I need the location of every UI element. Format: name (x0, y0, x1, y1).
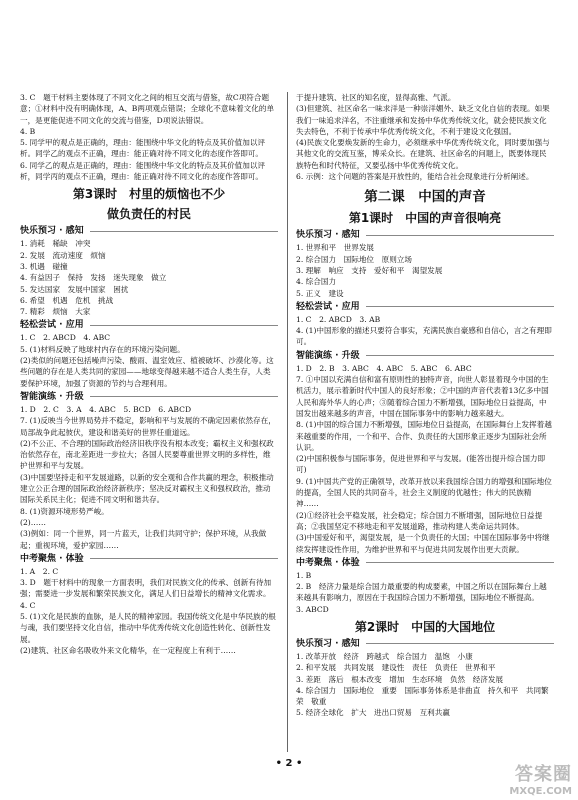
answer-item: 5. 发达国家 发展中国家 困扰 (20, 284, 129, 294)
section-heading-label: 快乐预习 · 感知 (296, 638, 360, 649)
answer-item: 3. 差距 落后 根本改变 增加 生态环境 负然 经济发展 (296, 674, 504, 684)
section-heading (296, 350, 554, 362)
left-column (20, 92, 278, 656)
section-rule (90, 396, 278, 397)
answer-item: 7. 精彩 烦恼 大家 (20, 307, 91, 317)
watermark-logo (509, 760, 572, 797)
answer-item: (3)但建筑、社区命名一味求洋是一种崇洋媚外、缺乏文化自信的表现。如果我们一味追求洋名，不注重继承和发扬中华优秀传统文化，就会使民族文化失去特色，不利于传承中华优秀传统文化，不利于建设文化强国。 (296, 104, 550, 136)
section-heading-label: 快乐预习 · 感知 (20, 226, 84, 237)
section-rule (366, 643, 554, 644)
page-number: • 2 • (275, 758, 303, 769)
answer-item: (2)建筑、社区命名吸收外来文化精华，在一定程度上有利于…… (20, 645, 236, 655)
section-rule (366, 235, 554, 236)
right-column (296, 92, 554, 719)
answer-item: 1. C 2. ABCD 3. AB (296, 314, 381, 324)
answer-item: 4. C (20, 600, 36, 610)
section-heading-label: 轻松尝试 · 应用 (296, 301, 360, 312)
section-rule (366, 562, 554, 563)
answer-page (20, 92, 560, 752)
answer-item: 6. 同学乙的观点是正确的，理由：能围绕中华文化的特点及其价值加以评析，同学丙的观点不正确，理由：能正确对待不同文化的态度作答即可。 (20, 160, 266, 182)
answer-item: (2)①经济社会平稳发展，社会稳定；综合国力不断增强，国际地位日益提高；②我国坚定不移地走和平发展道路，推动构建人类命运共同体。 (296, 510, 543, 531)
answer-item: (2)…… (20, 517, 46, 527)
answer-item: 3. 理解 响应 支持 爱好和平 渴望发展 (296, 265, 443, 275)
watermark-text: 答案圈 (515, 764, 572, 785)
answer-item: 4. (1)中国形象的描述只要符合事实，充满民族自豪感和自信心，言之有理即可。 (296, 326, 552, 347)
answer-item: (4)民族文化要焕发新的生命力，必须继承中华优秀传统文化，同时要加强与其他文化的交流互鉴，博采众长。在建筑、社区命名的问题上，既要体现民族特色和时代特征，又要弘扬中华优秀传统文化。 (296, 138, 550, 170)
section-heading-label: 智能演练 · 升级 (296, 350, 360, 361)
section-rule (90, 231, 278, 232)
answer-item: 1. C 2. ABCD 4. ABC (20, 333, 111, 343)
chapter-title: 第二课 中国的声音 (364, 189, 486, 206)
answer-item: 3. 机遇 碰撞 (20, 261, 68, 271)
section-heading (20, 553, 278, 565)
answer-item: (3)中国要坚持走和平发展道路，以新的安全观和合作共赢的理念，积极推动建立公正合理的国际政治经济新秩序；坚决反对霸权主义和强权政治，推动国际关系民主化；促进不同文明和谐共存。 (20, 472, 274, 505)
answer-item: (2)中国积极参与国际事务，促进世界和平与发展。(能答出提升综合国力即可) (296, 454, 546, 475)
answer-item: 2. 发展 流动速度 烦恼 (20, 250, 106, 260)
answer-item: 8. (1)资源环境形势严峻。 (20, 506, 109, 516)
answer-item: (3)中国爱好和平，渴望发展，是一个负责任的大国；中国在国际事务中将继续发挥建设性作用，为维护世界和平与促进共同发展作出更大贡献。 (296, 533, 550, 554)
answer-item: (2)不公正、不合理的国际政治经济旧秩序没有根本改变；霸权主义和强权政治依然存在，南北差距进一步拉大；各国人民要尊重世界文明的多样性，维护世界和平与发展。 (20, 438, 274, 471)
answer-item: 7. ①中国以充满自信和富有原则性的独特声音，向世人彰显着现今中国的生机活力，展示着新时代中国人的良好形象；②中国的声音代表着13亿多中国人民和海外华人的心声；③随着综合国力不断增强，国际地位日益提高，中国发出越来越多的声音，中国在国际事务中的影响力越来越大。 (296, 375, 549, 418)
answer-item: 5. (1)文化是民族的血脉，是人民的精神家园。我国传统文化是中华民族的根与魂，我们要坚持文化自信，推动中华优秀传统文化创造性转化、创新性发展。 (20, 611, 276, 644)
answer-item: 8. (1)中国的综合国力不断增强，国际地位日益提高，在国际舞台上发挥着越来越重要的作用，一个和平、合作、负责任的大国形象正逐步为国际社会所认识。 (296, 420, 552, 452)
answer-item: 1. 消耗 稀缺 冲突 (20, 239, 91, 249)
answer-item: 2. 综合国力 国际地位 原则立场 (296, 254, 412, 264)
answer-item: 5. (1)材料反映了地球村内存在的环境污染问题。 (20, 344, 185, 354)
answer-item: 1. A 2. C (20, 566, 59, 576)
answer-item: 4. 综合国力 (296, 277, 337, 287)
section-rule (366, 306, 554, 307)
section-heading-label: 轻松尝试 · 应用 (20, 320, 84, 331)
answer-item: 3. ABCD (296, 604, 329, 614)
section-heading-label: 中考聚焦 · 体验 (296, 557, 360, 568)
section-heading-label: 智能演练 · 升级 (20, 391, 84, 402)
answer-item: (3)例如：同一个世界，同一片蓝天，让我们共同守护；保护环境，从我做起；重视环境，爱护家园…… (20, 529, 267, 550)
section-rule (90, 325, 278, 326)
section-heading (20, 225, 278, 237)
section-rule (90, 558, 278, 559)
answer-item: 5. 正义 建设 (296, 288, 344, 298)
answer-item: 5. 经济全球化 扩大 进出口贸易 互利共赢 (296, 708, 450, 718)
answer-item: 5. 同学甲的观点是正确的，理由：能围绕中华文化的特点及其价值加以评析。同学乙的观点不正确，理由：能正确对待不同文化的态度作答即可。 (20, 138, 266, 159)
section-heading (20, 319, 278, 331)
answer-item: 3. C 题干材料主要体现了不同文化之间的相互交流与借鉴，故C项符合题意；①材料中没有明确体现，A、B两项观点错误；全球化不意味着文化的单一，是更能促进不同文化的交流与借鉴，D项说法错误。 (20, 93, 275, 125)
section-heading-label: 中考聚焦 · 体验 (20, 553, 84, 564)
answer-item: 9. (1)中国共产党的正确领导，改革开放以来我国综合国力的增强和国际地位的提高，全国人民的共同奋斗，社会主义制度的优越性；伟大的民族精神…… (296, 476, 552, 509)
answer-item: 2. 和平发展 共同发展 建设性 责任 负责任 世界和平 (296, 663, 496, 673)
answer-item: 7. (1)反映当今世界局势并不稳定，影响和平与发展的不确定因素依然存在，局部战争此起彼伏，建设和谐美好的世界任重道远。 (20, 416, 276, 437)
answer-item: 4. 综合国力 国际地位 重要 国际事务体系是非曲直 持久和平 共同繁荣 敬重 (296, 685, 549, 707)
watermark-url: MXQE.COM (509, 786, 572, 797)
answer-item: 2. B 经济力量是综合国力最重要的构成要素，中国之所以在国际舞台上越来越具有影响力，原因在于我国综合国力不断增强，国际地位不断提高。 (296, 582, 547, 603)
section-heading (296, 229, 554, 241)
lesson-title: 第3课时 村里的烦恼也不少 (72, 187, 226, 202)
answer-item: 1. D 2. B 3. ABC 4. ABC 5. ABC 6. ABC (296, 363, 472, 373)
answer-item: 3. D 题干材料中的现象一方面表明，我们对民族文化的传承、创新有待加强；需要进一步发展和繁荣民族文化，满足人们日益增长的精神文化需求。 (20, 578, 272, 599)
lesson-title: 做负责任的村民 (106, 207, 191, 222)
section-heading-label: 快乐预习 · 感知 (296, 230, 360, 241)
answer-item: 1. D 2. C 3. A 4. ABC 5. BCD 6. ABCD (20, 404, 192, 414)
answer-item: 1. B (296, 570, 312, 580)
column-divider (287, 92, 288, 752)
answer-item: 4. 有益因子 保持 发扬 迷失现象 做立 (20, 273, 167, 283)
lesson-title: 第1课时 中国的声音很响亮 (348, 211, 502, 226)
section-heading (20, 391, 278, 403)
answer-item: 6. 希望 机遇 危机 挑战 (20, 295, 114, 305)
lesson-title: 第2课时 中国的大国地位 (354, 619, 496, 634)
section-heading (296, 301, 554, 313)
answer-item: 1. 世界和平 世界发展 (296, 243, 375, 253)
answer-item: 1. 改革开放 经济 跨越式 综合国力 温饱 小康 (296, 651, 473, 661)
section-heading (296, 638, 554, 650)
section-heading (296, 557, 554, 569)
answer-item: 于提升建筑、社区的知名度，显得高雅、气派。 (296, 93, 456, 102)
answer-item: (2)类似的问题还包括噪声污染、酸雨、温室效应、植被破坏、沙漠化等。这些问题的存在是人类共同的家园——地球变得越来越不适合人类生存，人类要保护环境，加强了资源的节约与合理利用。 (20, 356, 274, 388)
section-rule (366, 355, 554, 356)
answer-item: 4. B (20, 126, 36, 136)
answer-item: 6. 示例：这个问题的答案是开放性的，能结合社会现象进行分析阐述。 (296, 172, 534, 182)
